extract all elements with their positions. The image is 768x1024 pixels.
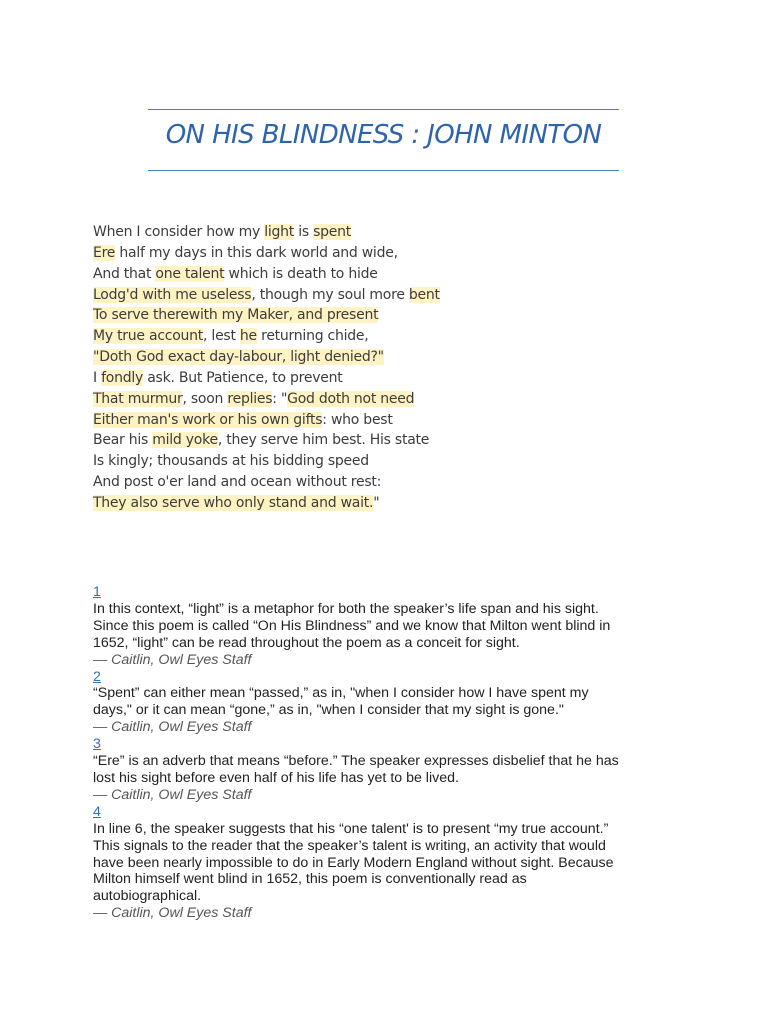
poem-text-segment: : ": [272, 390, 288, 407]
poem-line-5: [93, 305, 440, 326]
note-text-line: lost his sight before even half of his life has yet to be lived.: [93, 769, 459, 786]
highlighted-phrase[interactable]: My true account: [93, 328, 204, 345]
poem-line-9: [93, 389, 440, 410]
highlighted-phrase[interactable]: To serve therewith my Maker, and present: [93, 307, 379, 324]
highlighted-phrase[interactable]: God doth not need: [287, 390, 415, 407]
highlighted-phrase[interactable]: fondly: [101, 369, 144, 386]
poem-text-segment: , though my soul more: [251, 286, 409, 303]
poem-line-1: [93, 222, 440, 243]
poem-text-segment: And that: [93, 265, 156, 282]
highlighted-phrase[interactable]: spent: [313, 224, 351, 240]
highlighted-phrase[interactable]: one talent: [155, 265, 225, 282]
poem-line-12: [93, 451, 440, 472]
note-text-line: Milton himself went blind in 1652, this poem is conventionally read as: [93, 871, 527, 888]
poem-text-segment: which is death to hide: [224, 265, 378, 282]
poem-text-segment: When I consider how my: [93, 224, 265, 240]
poem-text-segment: returning chide,: [256, 328, 369, 345]
highlighted-phrase[interactable]: light: [264, 224, 294, 240]
poem-line-7: [93, 347, 440, 368]
note-text-line: days," or it can mean “gone,” as in, "when I consider that my sight is gone.": [93, 702, 564, 719]
note-attribution: — Caitlin, Owl Eyes Staff: [93, 786, 252, 803]
note-number-link[interactable]: 1: [93, 584, 101, 600]
poem-text-segment: , lest: [203, 328, 240, 345]
note-number-link[interactable]: 2: [93, 668, 101, 685]
poem-line-3: [93, 264, 440, 285]
highlighted-phrase[interactable]: Ere: [93, 244, 116, 261]
poem-text-segment: is: [294, 224, 314, 240]
title-rule-top: [148, 109, 619, 110]
poem-line-4: [93, 285, 440, 306]
note-text-line: In line 6, the speaker suggests that his “one talent' is to present “my true account.”: [93, 820, 609, 837]
poem-text-segment: , soon: [182, 390, 228, 407]
poem-text-segment: half my days in this dark world and wide,: [115, 244, 398, 261]
poem-text-segment: I: [93, 369, 102, 386]
highlighted-phrase[interactable]: "Doth God exact day-labour, light denied?": [93, 349, 384, 366]
highlighted-phrase[interactable]: They also serve who only stand and wait.: [93, 494, 374, 511]
note-attribution: — Caitlin, Owl Eyes Staff: [93, 905, 252, 922]
note-number-link[interactable]: 3: [93, 736, 101, 753]
poem-text-segment: ask. But Patience, to prevent: [143, 369, 343, 386]
title-rule-bottom: [148, 170, 619, 171]
poem-text-segment: Is kingly; thousands at his bidding speed: [93, 453, 369, 470]
poem-line-10: [93, 410, 440, 431]
highlighted-phrase[interactable]: mild yoke: [152, 432, 218, 449]
annotations-list: [93, 584, 683, 922]
note-number-link[interactable]: 4: [93, 803, 101, 820]
note-attribution: — Caitlin, Owl Eyes Staff: [93, 719, 252, 736]
poem-line-8: [93, 368, 440, 389]
note-text-line: Since this poem is called “On His Blindness” and we know that Milton went blind in: [93, 617, 611, 634]
poem-text: [93, 222, 440, 514]
poem-line-6: [93, 326, 440, 347]
poem-text-segment: And post o'er land and ocean without rest:: [93, 474, 382, 491]
highlighted-phrase[interactable]: That murmur: [93, 390, 183, 407]
note-text-line: “Ere” is an adverb that means “before.” The speaker expresses disbelief that he has: [93, 753, 619, 770]
note-text-line: This signals to the reader that the speaker’s talent is writing, an activity that would: [93, 837, 606, 854]
highlighted-phrase[interactable]: Lodg'd with me useless: [93, 286, 252, 303]
highlighted-phrase[interactable]: he: [239, 328, 257, 345]
note-text-line: 1652, “light” can be read throughout the poem as a conceit for sight.: [93, 634, 520, 651]
note-text-line: “Spent” can either mean “passed,” as in, "when I consider how I have spent my: [93, 685, 589, 702]
poem-text-segment: : who best: [322, 411, 393, 428]
highlighted-phrase[interactable]: Either man's work or his own gifts: [93, 411, 323, 428]
poem-text-segment: , they serve him best. His state: [217, 432, 430, 449]
poem-line-11: [93, 430, 440, 451]
note-text-line: have been nearly impossible to do in Early Modern England without sight. Because: [93, 854, 614, 871]
page-title: ON HIS BLINDNESS : JOHN MINTON: [165, 120, 602, 150]
poem-text-segment: Bear his: [93, 432, 153, 449]
poem-line-13: [93, 472, 440, 493]
poem-line-2: [93, 243, 440, 264]
poem-text-segment: ": [373, 494, 380, 511]
highlighted-phrase[interactable]: replies: [227, 390, 273, 407]
poem-line-14: [93, 493, 440, 514]
note-text-line: In this context, “light” is a metaphor for both the speaker’s life span and his sight.: [93, 600, 599, 617]
note-attribution: — Caitlin, Owl Eyes Staff: [93, 651, 252, 668]
highlighted-phrase[interactable]: bent: [408, 286, 440, 303]
note-text-line: autobiographical.: [93, 888, 202, 905]
